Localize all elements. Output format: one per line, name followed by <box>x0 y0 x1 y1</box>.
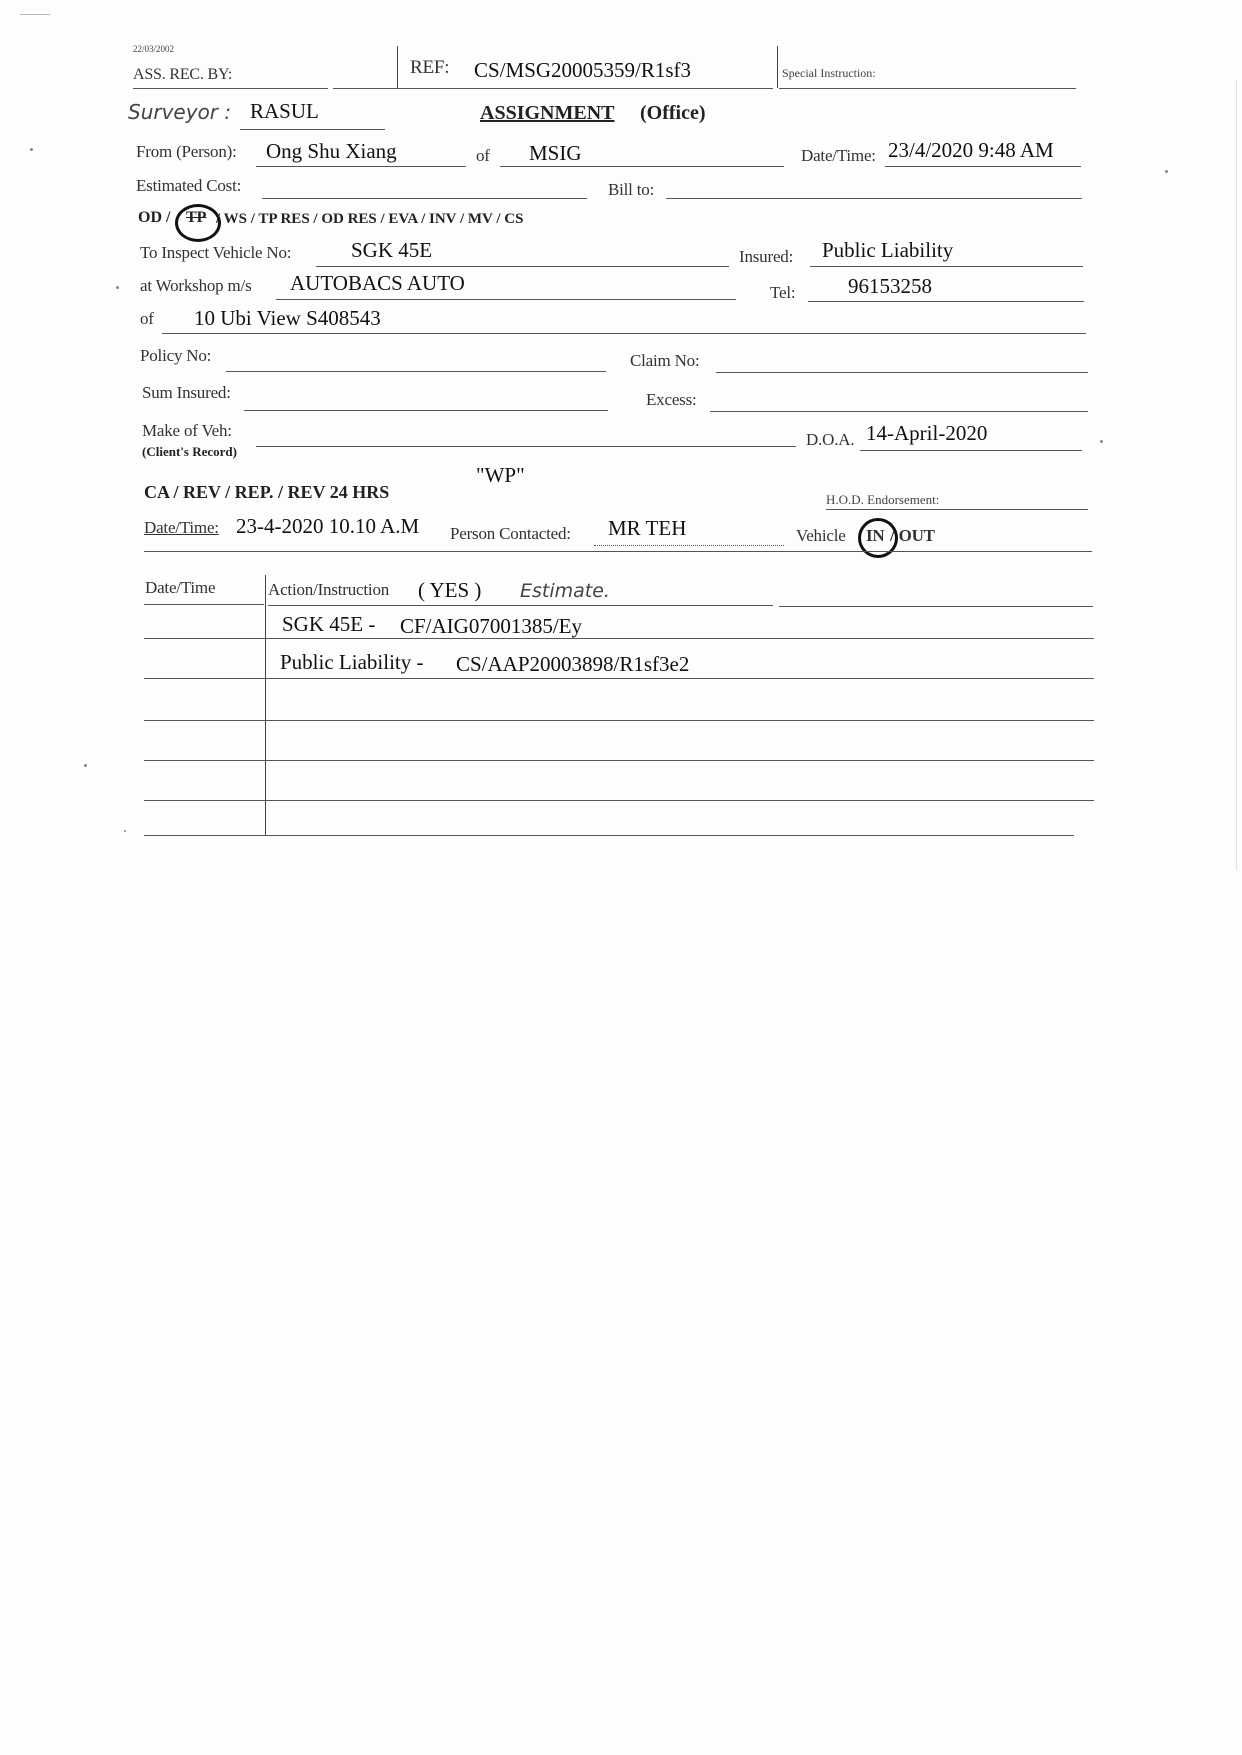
policy-line <box>226 371 606 372</box>
ref-label: REF: <box>410 57 450 78</box>
person-contacted-line <box>594 545 784 546</box>
estimate-note: Estimate. <box>520 580 610 602</box>
tel-label: Tel: <box>770 283 796 302</box>
estimated-cost-label: Estimated Cost: <box>136 176 242 195</box>
wp-note: "WP" <box>476 463 525 487</box>
table-row-2-value: CS/AAP20003898/R1sf3e2 <box>456 652 690 676</box>
insured-line <box>810 266 1083 267</box>
address-line <box>162 333 1086 334</box>
bill-to-label: Bill to: <box>608 180 655 199</box>
scan-speck <box>116 286 119 289</box>
in-circle-mark <box>858 518 898 558</box>
scan-speck <box>30 148 33 151</box>
ref-value: CS/MSG20005359/R1sf3 <box>474 58 692 82</box>
estimated-cost-line <box>262 198 587 199</box>
bill-to-line <box>666 198 1082 199</box>
header-rule <box>333 88 773 89</box>
table-col2-header: Action/Instruction <box>268 580 390 599</box>
scan-edge-mark <box>20 14 50 15</box>
yes-note: ( YES ) <box>418 578 482 602</box>
inspect-line <box>316 266 729 267</box>
of-value: MSIG <box>529 141 582 165</box>
table-row-line <box>144 720 1094 721</box>
table-bottom-line <box>144 835 1074 836</box>
workshop-label: at Workshop m/s <box>140 276 252 295</box>
from-line <box>256 166 466 167</box>
type-rest: / WS / TP RES / OD RES / EVA / INV / MV / CS <box>216 211 524 227</box>
type-tp: TP <box>186 209 207 226</box>
datetime-label: Date/Time: <box>801 146 876 165</box>
datetime2-label: Date/Time: <box>144 518 219 537</box>
table-header-line-right <box>268 605 773 606</box>
sum-insured-label: Sum Insured: <box>142 383 231 402</box>
insured-value: Public Liability <box>822 238 954 262</box>
section-rule <box>144 551 1092 552</box>
excess-line <box>710 411 1088 412</box>
policy-label: Policy No: <box>140 346 212 365</box>
datetime-line <box>885 166 1081 167</box>
make-line <box>256 446 796 447</box>
scan-speck <box>1100 440 1103 443</box>
insured-label: Insured: <box>739 247 794 266</box>
doa-line <box>860 450 1082 451</box>
surveyor-line <box>240 129 385 130</box>
special-instruction-line <box>779 88 1076 89</box>
table-row-line <box>144 760 1094 761</box>
vehicle-in: IN <box>866 526 885 545</box>
assignment-title: ASSIGNMENT <box>480 102 615 124</box>
address-value: 10 Ubi View S408543 <box>194 306 381 330</box>
special-divider <box>777 46 778 88</box>
sum-insured-line <box>244 410 608 411</box>
ca-rev-line: CA / REV / REP. / REV 24 HRS <box>144 482 390 502</box>
vehicle-out: / OUT <box>890 526 935 545</box>
scan-speck <box>84 764 87 767</box>
hod-label: H.O.D. Endorsement: <box>826 492 940 507</box>
stamp-date: 22/03/2002 <box>133 44 175 54</box>
doa-value: 14-April-2020 <box>866 421 988 445</box>
excess-label: Excess: <box>646 390 697 409</box>
datetime2-value: 23-4-2020 10.10 A.M <box>236 514 420 538</box>
table-row-1-label: SGK 45E - <box>282 612 376 636</box>
surveyor-label: Surveyor : <box>128 100 232 124</box>
table-header-line-far <box>779 606 1093 607</box>
make-label: Make of Veh: <box>142 421 232 440</box>
special-instruction-label: Special Instruction: <box>782 66 876 80</box>
table-row-line <box>144 638 1094 639</box>
table-row-1-value: CF/AIG07001385/Ey <box>400 614 583 638</box>
tel-line <box>808 301 1084 302</box>
tp-circle-mark <box>175 204 221 242</box>
address-label: of <box>140 309 154 328</box>
scan-edge-mark <box>1236 80 1237 870</box>
table-col1-header: Date/Time <box>145 578 216 597</box>
of-line <box>500 166 784 167</box>
table-divider <box>265 575 266 835</box>
workshop-line <box>276 299 736 300</box>
inspect-label: To Inspect Vehicle No: <box>140 243 292 262</box>
table-row-line <box>144 800 1094 801</box>
clients-record-label: (Client's Record) <box>142 444 237 459</box>
table-row-line <box>144 678 1094 679</box>
surveyor-value: RASUL <box>250 99 319 123</box>
vehicle-label: Vehicle <box>796 526 846 545</box>
claim-label: Claim No: <box>630 351 700 370</box>
ass-rec-by-line <box>133 88 328 89</box>
person-contacted-label: Person Contacted: <box>450 524 571 543</box>
from-value: Ong Shu Xiang <box>266 139 397 163</box>
scan-speck <box>1165 170 1168 173</box>
datetime-value: 23/4/2020 9:48 AM <box>888 138 1054 162</box>
tel-value: 96153258 <box>848 274 932 298</box>
type-od: OD / <box>138 209 171 226</box>
ref-divider <box>397 46 398 88</box>
hod-line <box>826 509 1088 510</box>
from-label: From (Person): <box>136 142 237 161</box>
inspect-value: SGK 45E <box>351 238 433 262</box>
workshop-value: AUTOBACS AUTO <box>290 271 465 295</box>
ass-rec-by-label: ASS. REC. BY: <box>133 66 233 83</box>
doa-label: D.O.A. <box>806 430 855 449</box>
assignment-title-suffix: (Office) <box>640 102 706 124</box>
claim-line <box>716 372 1088 373</box>
person-contacted-value: MR TEH <box>608 516 687 540</box>
table-header-line-left <box>144 604 264 605</box>
scan-speck <box>124 830 126 832</box>
of-label: of <box>476 146 490 165</box>
table-row-2-label: Public Liability - <box>280 650 424 674</box>
